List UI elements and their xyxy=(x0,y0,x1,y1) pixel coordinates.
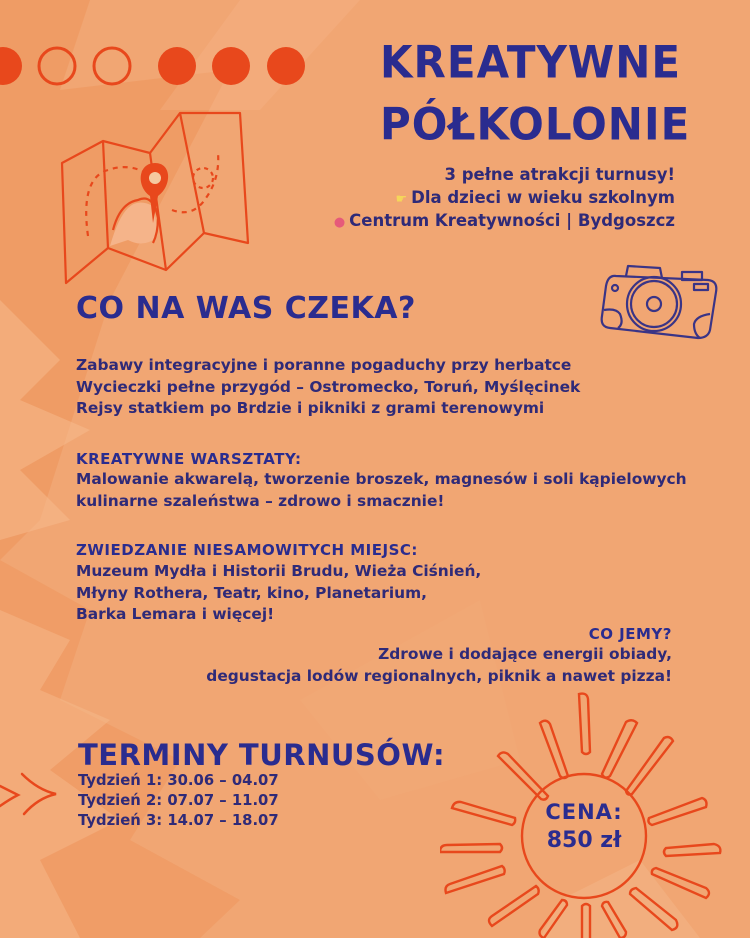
list-item: Malowanie akwarelą, tworzenie broszek, magnesów i soli kąpielowych xyxy=(76,470,687,488)
section-food-list xyxy=(206,644,672,687)
section-heading-main: CO NA WAS CZEKA? xyxy=(76,291,416,326)
tagline-text: Centrum Kreatywności | Bydgoszcz xyxy=(349,211,675,230)
tagline-text: 3 pełne atrakcji turnusy! xyxy=(444,165,675,184)
price-badge xyxy=(524,800,644,853)
tagline-location xyxy=(334,209,675,234)
list-item: Tydzień 3: 14.07 – 18.07 xyxy=(78,812,279,829)
tagline-age xyxy=(395,186,675,211)
section-dates-list xyxy=(78,771,279,831)
price-value: 850 zł xyxy=(546,828,622,853)
decorative-dots xyxy=(0,44,310,88)
list-item: Muzeum Mydła i Historii Brudu, Wieża Ciśnień, xyxy=(76,562,482,580)
list-item: Tydzień 1: 30.06 – 04.07 xyxy=(78,772,279,789)
list-item: Wycieczki pełne przygód – Ostromecko, Toruń, Myślęcinek xyxy=(76,377,581,396)
list-item: Młyny Rothera, Teatr, kino, Planetarium, xyxy=(76,583,427,602)
section-heading-dates: TERMINY TURNUSÓW: xyxy=(78,738,446,772)
map-icon xyxy=(58,108,258,288)
title-line-2: PÓŁKOLONIE xyxy=(380,98,691,151)
pointing-hand-icon: ☛ xyxy=(395,192,408,207)
pushpin-icon: ● xyxy=(333,215,346,230)
title-line-1: KREATYWNE xyxy=(380,36,682,89)
tagline-turnusy xyxy=(444,163,675,186)
list-item: Tydzień 2: 07.07 – 11.07 xyxy=(78,792,279,809)
arrow-icon xyxy=(0,768,60,818)
list-item: degustacja lodów regionalnych, piknik a nawet pizza! xyxy=(206,666,672,685)
section-heading-food: CO JEMY? xyxy=(588,625,672,643)
camera-icon xyxy=(598,258,728,346)
list-item: Zabawy integracyjne i poranne pogaduchy przy herbatce xyxy=(76,356,572,374)
section-heading-places: ZWIEDZANIE NIESAMOWITYCH MIEJSC: xyxy=(76,541,418,559)
tagline-text: Dla dzieci w wieku szkolnym xyxy=(411,188,675,207)
list-item: Zdrowe i dodające energii obiady, xyxy=(378,645,672,663)
section-main-list xyxy=(76,355,580,420)
price-label: CENA: xyxy=(545,800,623,824)
section-heading-workshops: KREATYWNE WARSZTATY: xyxy=(76,450,302,468)
list-item: Rejsy statkiem po Brdzie i pikniki z grami terenowymi xyxy=(76,399,545,417)
list-item: kulinarne szaleństwa – zdrowo i smacznie! xyxy=(76,491,445,510)
section-workshops-list xyxy=(76,469,687,512)
section-places-list xyxy=(76,561,481,626)
list-item: Barka Lemara i więcej! xyxy=(76,605,275,623)
